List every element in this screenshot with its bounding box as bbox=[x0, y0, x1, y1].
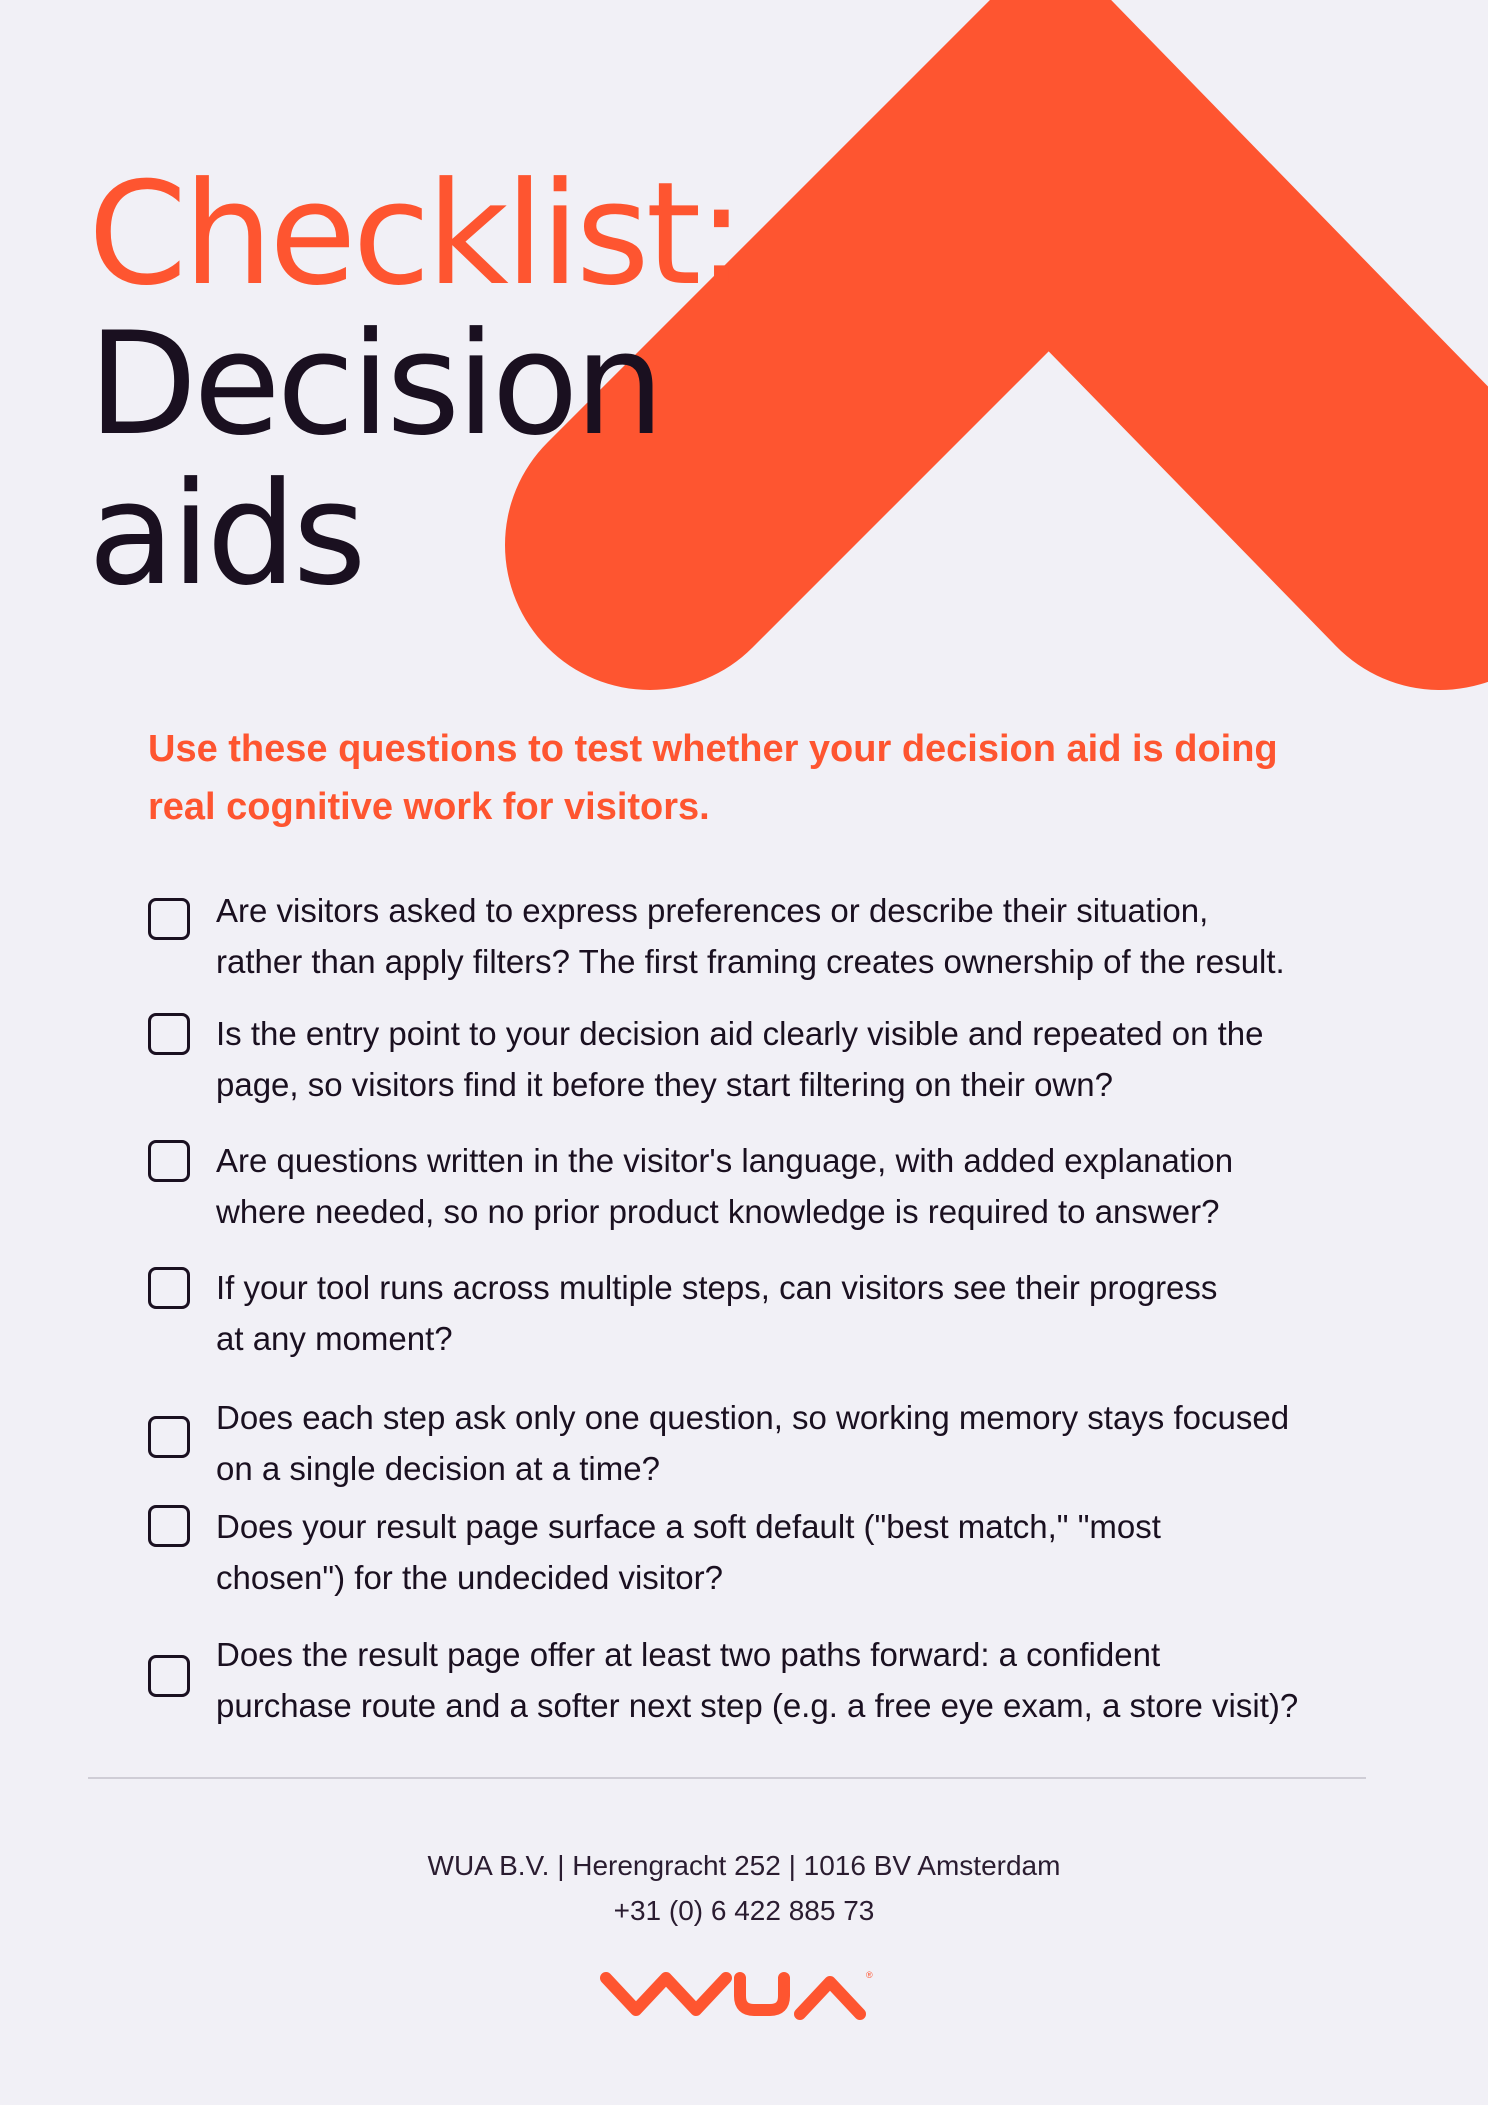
intro-text: Use these questions to test whether your decision aid is doing real cognitive work for visitors. bbox=[148, 728, 1278, 828]
title-aids: aids bbox=[88, 452, 363, 617]
checklist-item-text: If your tool runs across multiple steps, can visitors see their progress at any moment? bbox=[216, 1269, 1218, 1357]
checkbox[interactable] bbox=[148, 1140, 190, 1182]
footer-address: WUA B.V. | Herengracht 252 | 1016 BV Amsterdam bbox=[427, 1850, 1061, 1881]
footer-phone: +31 (0) 6 422 885 73 bbox=[613, 1895, 875, 1926]
checklist-item-text: Does your result page surface a soft default ("best match," "most chosen") for the undecided visitor? bbox=[216, 1508, 1161, 1596]
checkbox[interactable] bbox=[148, 898, 190, 940]
footer-divider bbox=[88, 1777, 1366, 1779]
checklist-item-text: Is the entry point to your decision aid clearly visible and repeated on the page, so visitors find it before they start filtering on their own? bbox=[216, 1015, 1264, 1103]
checkbox[interactable] bbox=[148, 1655, 190, 1697]
checkbox[interactable] bbox=[148, 1013, 190, 1055]
checkbox[interactable] bbox=[148, 1505, 190, 1547]
checklist-item-text: Are visitors asked to express preferences or describe their situation, rather than apply filters? The first framing creates ownership of the result. bbox=[216, 892, 1285, 980]
checkbox[interactable] bbox=[148, 1267, 190, 1309]
title-checklist: Checklist: bbox=[88, 152, 742, 317]
checklist-item-text: Does the result page offer at least two paths forward: a confident purchase route and a softer next step (e.g. a free eye exam, a store visit)? bbox=[216, 1636, 1299, 1724]
logo-registered-mark: ® bbox=[866, 1970, 873, 1980]
checkbox[interactable] bbox=[148, 1416, 190, 1458]
wua-logo bbox=[598, 1968, 898, 2028]
page-title bbox=[88, 152, 742, 617]
title-decision: Decision bbox=[88, 302, 661, 467]
checklist-item-text: Does each step ask only one question, so working memory stays focused on a single decision at a time? bbox=[216, 1399, 1290, 1487]
checklist-item-text: Are questions written in the visitor's language, with added explanation where needed, so no prior product knowledge is required to answer? bbox=[216, 1142, 1234, 1230]
